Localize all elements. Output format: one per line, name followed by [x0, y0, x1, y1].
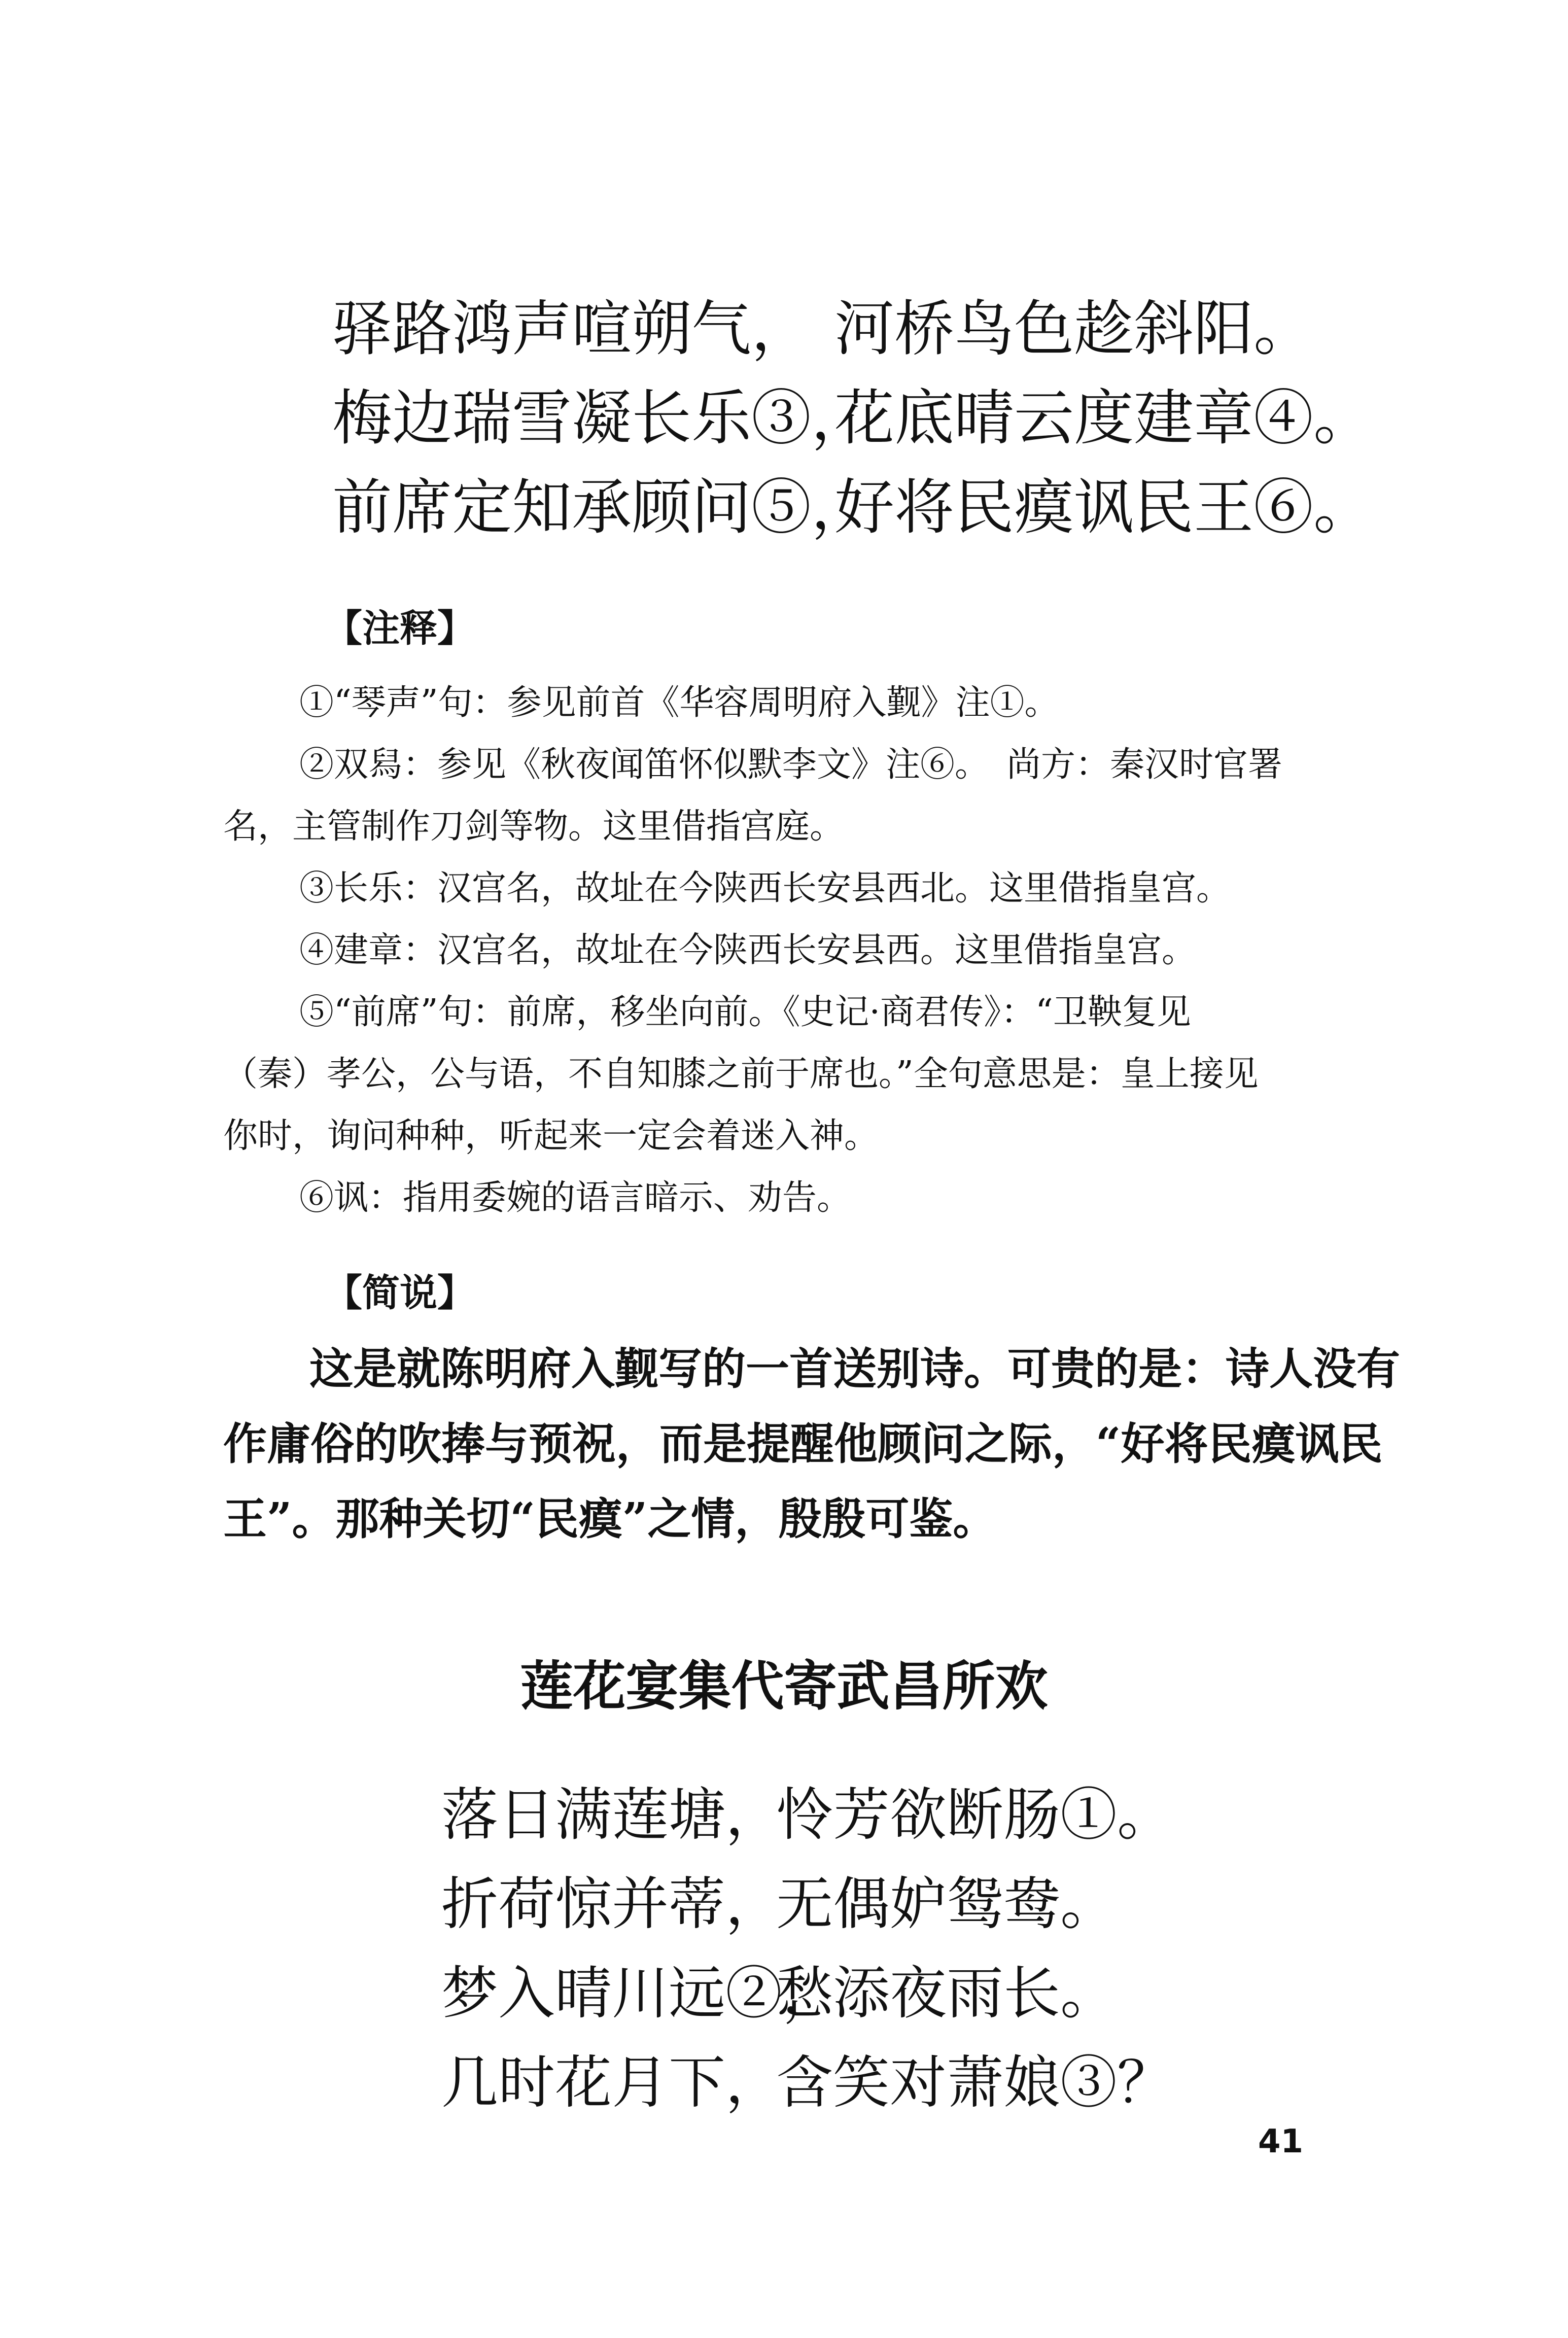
poem-1-line-second-half: 河桥鸟色趁斜阳。	[834, 294, 1314, 364]
note-line: 你时，询问种种，听起来一定会着迷入神。	[223, 1116, 879, 1156]
notes-heading: 【注释】	[325, 607, 475, 650]
poem-1-line-second-half: 花底晴云度建章④。	[834, 383, 1374, 453]
poem-2-title: 莲花宴集代寄武昌所欢	[520, 1655, 1048, 1717]
brief-heading: 【简说】	[325, 1271, 475, 1315]
poem-1-line-first-half: 梅边瑞雪凝长乐③，	[332, 383, 872, 453]
note-line: ③长乐：汉宫名，故址在今陕西长安县西北。这里借指皇宫。	[299, 868, 1231, 909]
poem-2-line-first-half: 梦入晴川远②，	[441, 1961, 839, 2027]
brief-line: 作庸俗的吹捧与预祝，而是提醒他顾问之际，“好将民瘼讽民	[223, 1418, 1383, 1470]
page-number: 41	[1258, 2123, 1304, 2160]
poem-2-line-second-half: 怜芳欲断肠①。	[776, 1782, 1174, 1848]
poem-1-line-second-half: 好将民瘼讽民王⑥。	[834, 472, 1374, 542]
poem-1-line-first-half: 前席定知承顾问⑤，	[332, 472, 872, 542]
note-line: ④建章：汉宫名，故址在今陕西长安县西。这里借指皇宫。	[299, 930, 1197, 970]
note-line: ⑥讽：指用委婉的语言暗示、劝告。	[299, 1178, 852, 1218]
note-line: ⑤“前席”句：前席，移坐向前。《史记·商君传》：“卫鞅复见	[299, 992, 1191, 1032]
poem-1-line-first-half: 驿路鸿声喧朔气，	[332, 294, 812, 364]
poem-2-line-second-half: 无偶妒鸳鸯。	[776, 1871, 1117, 1937]
brief-line: 王”。那种关切“民瘼”之情，殷殷可鉴。	[223, 1493, 997, 1545]
brief-commentary	[223, 1332, 1405, 1557]
notes-section	[223, 672, 1400, 1229]
brief-line: 这是就陈明府入觐写的一首送别诗。可贵的是：诗人没有	[309, 1343, 1400, 1394]
note-line: 名，主管制作刀剑等物。这里借指宫庭。	[223, 807, 845, 847]
poem-2-line-second-half: 含笑对萧娘③？	[776, 2050, 1174, 2116]
poem-2-line-first-half: 几时花月下，	[441, 2050, 782, 2116]
poem-2-line-first-half: 折荷惊并蒂，	[441, 1871, 782, 1937]
poem-2-line-first-half: 落日满莲塘，	[441, 1782, 782, 1848]
note-line: （秦）孝公，公与语，不自知膝之前于席也。”全句意思是：皇上接见	[223, 1054, 1259, 1094]
note-line: ②双舄：参见《秋夜闻笛怀似默李文》注⑥。 尚方：秦汉时官署	[299, 745, 1283, 785]
note-line: ①“琴声”句：参见前首《华容周明府入觐》注①。	[299, 683, 1059, 723]
poem-2-line-second-half: 愁添夜雨长。	[776, 1961, 1117, 2027]
